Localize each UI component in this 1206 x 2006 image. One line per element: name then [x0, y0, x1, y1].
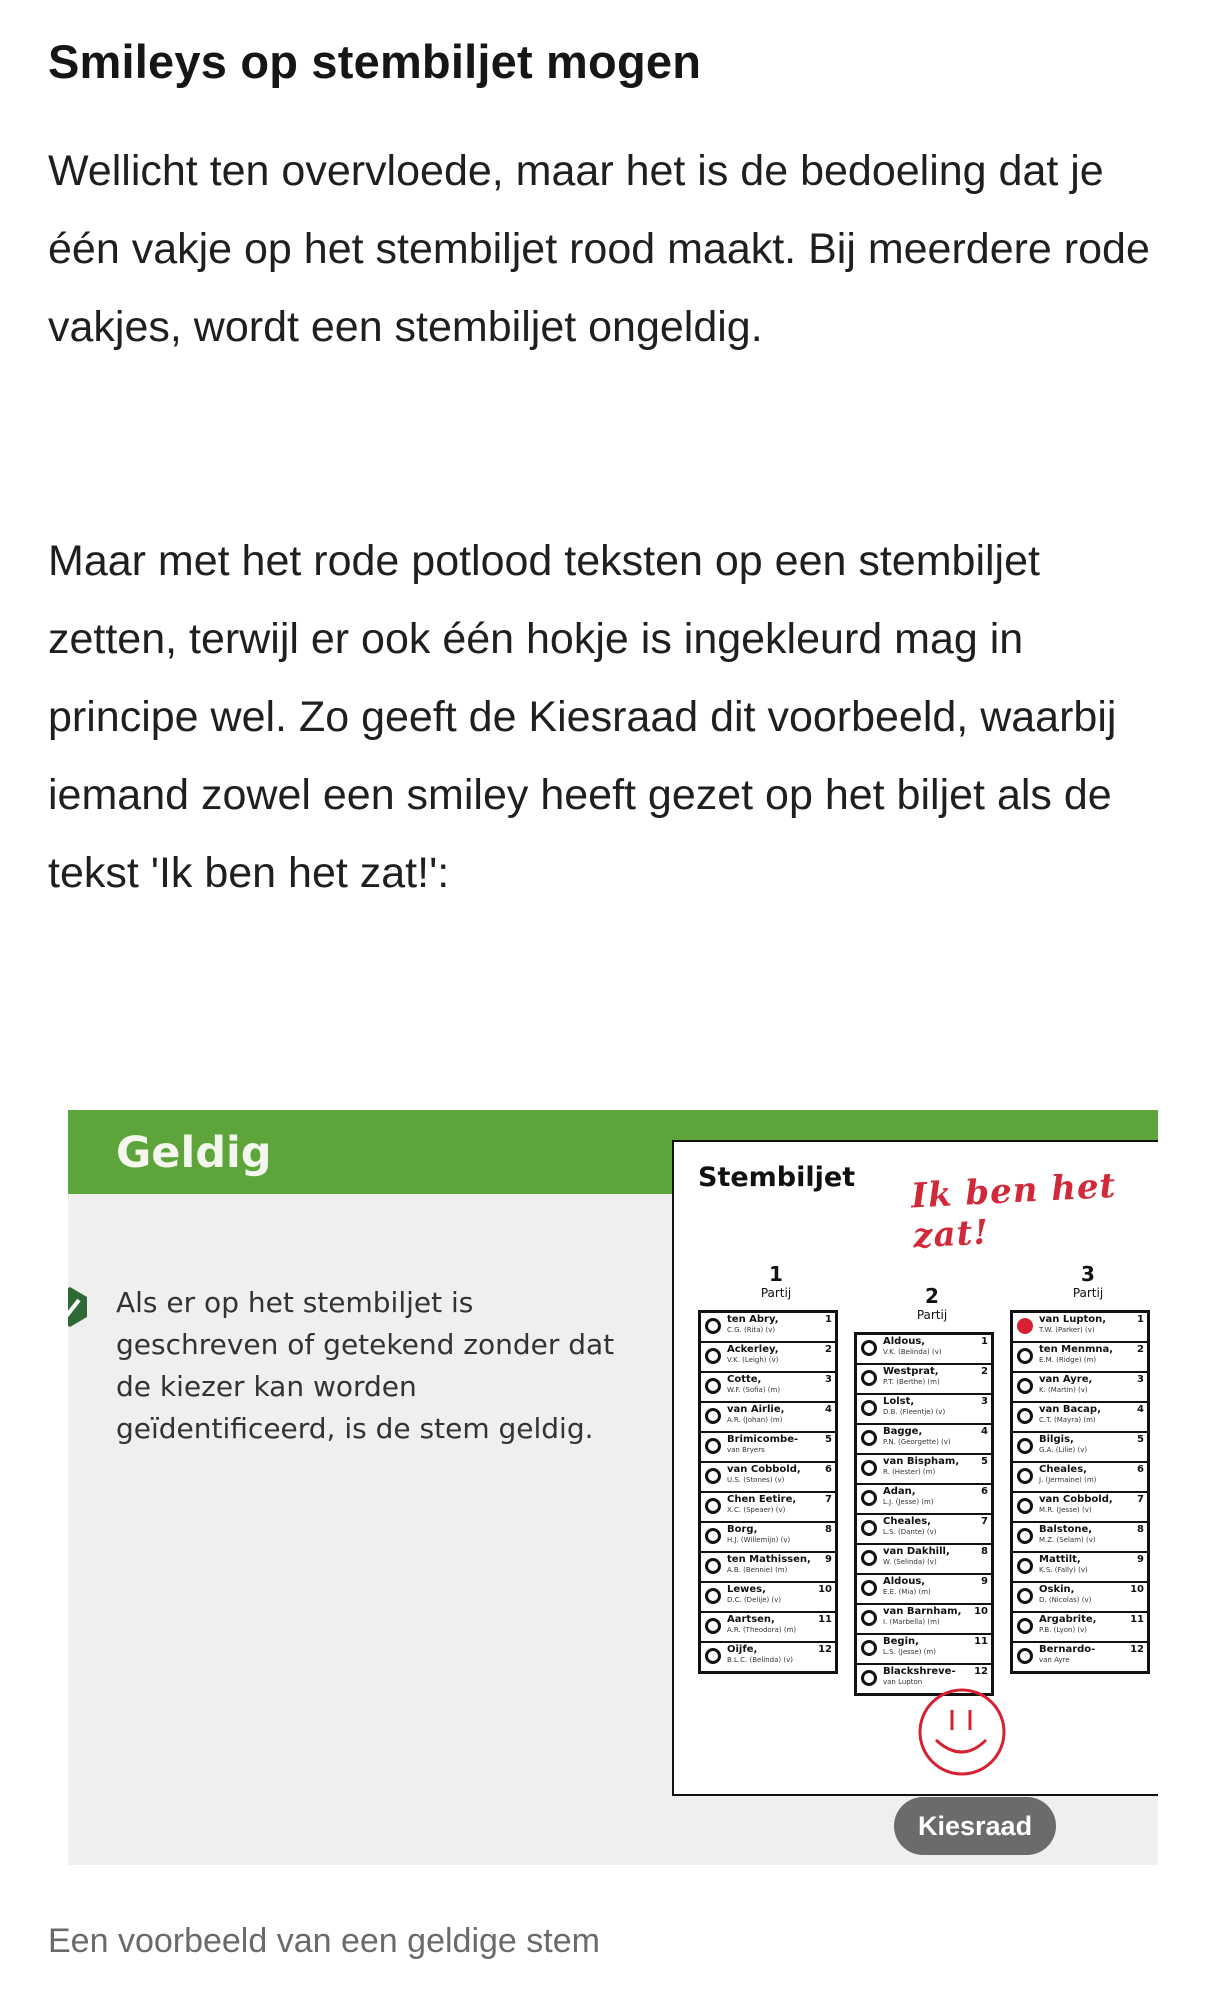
party-2-candidates: [854, 1332, 994, 1696]
candidate-row: Aldous, E.E. (Mia) (m) 9: [857, 1575, 991, 1605]
column-3-head: 3 Partij: [1072, 1262, 1104, 1300]
candidate-row: Brimicombe- van Bryers 5: [701, 1433, 835, 1463]
check-icon: [68, 1285, 92, 1329]
party-1-candidates: [698, 1310, 838, 1674]
candidate-row: Mattilt, K.S. (Fally) (v) 9: [1013, 1553, 1147, 1583]
image-caption: Een voorbeeld van een geldige stem: [48, 1922, 600, 1960]
candidate-row: Balstone, M.Z. (Selam) (v) 8: [1013, 1523, 1147, 1553]
candidate-row: Lolst, D.B. (Fleentje) (v) 3: [857, 1395, 991, 1425]
candidate-row: Bilgis, G.A. (Lilie) (v) 5: [1013, 1433, 1147, 1463]
candidate-row: Lewes, D.C. (Delije) (v) 10: [701, 1583, 835, 1613]
candidate-row: Westprat, P.T. (Berthe) (m) 2: [857, 1365, 991, 1395]
smiley-drawing: [914, 1684, 1010, 1780]
candidate-row: ten Mathissen, A.B. (Bennie) (m) 9: [701, 1553, 835, 1583]
candidate-row: van Bacap, C.T. (Mayra) (m) 4: [1013, 1403, 1147, 1433]
candidate-row: Adan, L.J. (Jesse) (m) 6: [857, 1485, 991, 1515]
credit-badge: Kiesraad: [894, 1797, 1056, 1855]
candidate-row: ten Menmna, E.M. (Ridge) (m) 2: [1013, 1343, 1147, 1373]
band-title: Geldig: [116, 1128, 272, 1178]
candidate-row: Begin, L.S. (Jesse) (m) 11: [857, 1635, 991, 1665]
candidate-row: Aartsen, A.R. (Theodora) (m) 11: [701, 1613, 835, 1643]
article-paragraph-2: Maar met het rode potlood teksten op een stembiljet zetten, terwijl er ook één hokje is ingekleurd mag in principe wel. Zo geeft de Kiesraad dit voorbeeld, waarbij iemand zowel een smiley heeft gezet op het biljet als de tekst 'Ik ben het zat!':: [48, 537, 1117, 897]
candidate-row: van Airlie, A.R. (Johan) (m) 4: [701, 1403, 835, 1433]
ballot: [672, 1140, 1158, 1796]
candidate-row: van Barnham, I. (Marbella) (m) 10: [857, 1605, 991, 1635]
candidate-row: van Bispham, R. (Hester) (m) 5: [857, 1455, 991, 1485]
ballot-title: Stembiljet: [698, 1162, 856, 1193]
candidate-row: van Dakhill, W. (Selinda) (v) 8: [857, 1545, 991, 1575]
article-heading: Smileys op stembiljet mogen: [48, 35, 702, 88]
candidate-row: van Lupton, T.W. (Parker) (v) 1: [1013, 1313, 1147, 1343]
candidate-row: Cotte, W.F. (Sofia) (m) 3: [701, 1373, 835, 1403]
party-3-candidates: [1010, 1310, 1150, 1674]
candidate-row: Oskin, D. (Nicolas) (v) 10: [1013, 1583, 1147, 1613]
column-2-head: 2 Partij: [916, 1284, 948, 1322]
handwritten-text: Ik ben het zat!: [910, 1165, 1118, 1257]
candidate-row: Ackerley, V.K. (Leigh) (v) 2: [701, 1343, 835, 1373]
candidate-row: Cheales, J. (Jermaine) (m) 6: [1013, 1463, 1147, 1493]
candidate-row: Bagge, P.N. (Georgette) (v) 4: [857, 1425, 991, 1455]
candidate-row: Argabrite, P.B. (Lyon) (v) 11: [1013, 1613, 1147, 1643]
candidate-row: Borg, H.J. (Willemijn) (v) 8: [701, 1523, 835, 1553]
rule-text: Als er op het stembiljet is geschreven of getekend zonder dat de kiezer kan worden geïdentificeerd, is de stem geldig.: [116, 1286, 615, 1445]
candidate-row: van Cobbold, U.S. (Stones) (v) 6: [701, 1463, 835, 1493]
candidate-row: Aldous, V.K. (Belinda) (v) 1: [857, 1335, 991, 1365]
candidate-row: Oijfe, B.L.C. (Belinda) (v) 12: [701, 1643, 835, 1671]
candidate-row: van Ayre, K. (Martin) (v) 3: [1013, 1373, 1147, 1403]
voted-box: [1017, 1318, 1033, 1334]
example-image: [68, 1110, 1158, 1865]
candidate-row: Blackshreve- van Lupton 12: [857, 1665, 991, 1693]
candidate-row: van Cobbold, M.R. (Jesse) (v) 7: [1013, 1493, 1147, 1523]
candidate-row: Cheales, L.S. (Dante) (v) 7: [857, 1515, 991, 1545]
column-1-head: 1 Partij: [760, 1262, 792, 1300]
candidate-row: Chen Eetire, X.C. (Speaer) (v) 7: [701, 1493, 835, 1523]
article-paragraph-1: Wellicht ten overvloede, maar het is de bedoeling dat je één vakje op het stembiljet rood maakt. Bij meerdere rode vakjes, wordt een stembiljet ongeldig.: [48, 147, 1150, 351]
candidate-row: ten Abry, C.G. (Rita) (v) 1: [701, 1313, 835, 1343]
candidate-row: Bernardo- van Ayre 12: [1013, 1643, 1147, 1671]
